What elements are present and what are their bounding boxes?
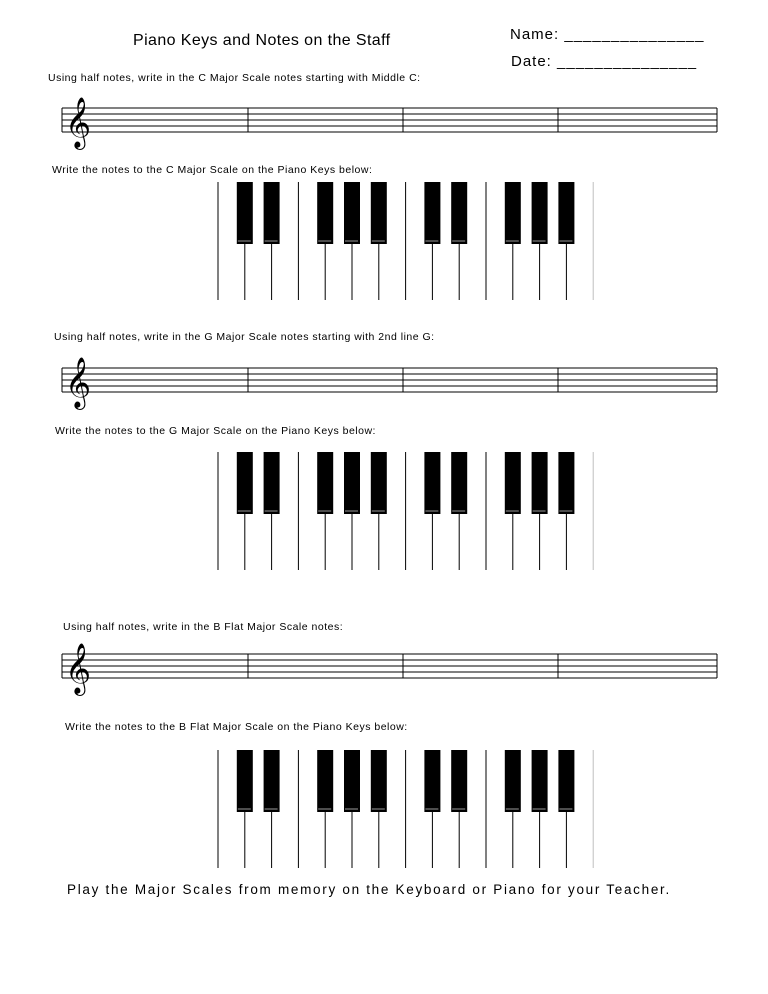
name-field[interactable]: Name: _______________ [510,26,705,43]
black-key [237,452,253,514]
piano-keyboard-g-major[interactable] [210,452,590,572]
black-key [505,452,521,514]
black-key [424,750,440,812]
black-key [505,182,521,244]
staff-instruction-g-major: Using half notes, write in the G Major Scale notes starting with 2nd line G: [54,331,435,343]
black-key [317,750,333,812]
keys-instruction-g-major: Write the notes to the G Major Scale on the Piano Keys below: [55,425,376,437]
black-key [505,750,521,812]
black-key [451,750,467,812]
black-key [344,182,360,244]
black-key [532,452,548,514]
staff-g-major[interactable] [62,352,722,412]
date-field[interactable]: Date: _______________ [511,53,698,70]
black-key [451,452,467,514]
black-key [317,452,333,514]
black-key [424,182,440,244]
black-key [264,452,280,514]
black-key [344,452,360,514]
black-key [558,182,574,244]
black-key [558,750,574,812]
black-key [532,182,548,244]
treble-clef-icon: 𝄞 [65,357,92,408]
black-key [264,750,280,812]
keys-instruction-b-flat-major: Write the notes to the B Flat Major Scale on the Piano Keys below: [65,721,408,733]
black-key [237,182,253,244]
black-key [371,750,387,812]
staff-instruction-b-flat-major: Using half notes, write in the B Flat Major Scale notes: [63,621,344,633]
black-key [317,182,333,244]
keys-instruction-c-major: Write the notes to the C Major Scale on the Piano Keys below: [52,164,373,176]
black-key [344,750,360,812]
staff-c-major[interactable] [62,92,722,152]
black-key [424,452,440,514]
treble-clef-icon: 𝄞 [65,643,92,694]
page-title: Piano Keys and Notes on the Staff [133,32,391,49]
piano-keyboard-c-major[interactable] [210,182,590,302]
black-key [264,182,280,244]
footer-instruction: Play the Major Scales from memory on the Keyboard or Piano for your Teacher. [67,882,671,897]
staff-instruction-c-major: Using half notes, write in the C Major Scale notes starting with Middle C: [48,72,421,84]
staff-b-flat-major[interactable] [62,638,722,698]
piano-keyboard-b-flat-major[interactable] [210,750,590,870]
black-key [237,750,253,812]
black-key [451,182,467,244]
treble-clef-icon: 𝄞 [65,97,92,148]
black-key [371,452,387,514]
black-key [558,452,574,514]
black-key [371,182,387,244]
black-key [532,750,548,812]
